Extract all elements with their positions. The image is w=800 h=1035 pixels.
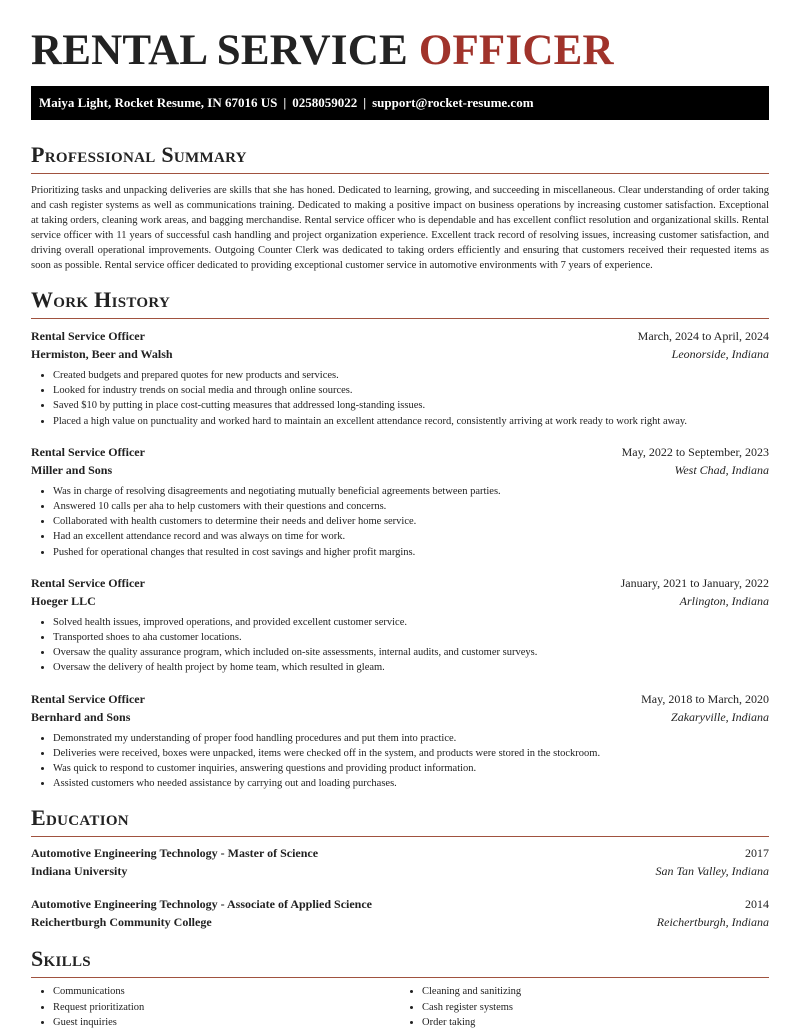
- education-school: Indiana University: [31, 864, 128, 879]
- skill-item: • Cash register systems: [422, 1000, 769, 1015]
- job-bullets: [31, 731, 769, 792]
- job-company: Bernhard and Sons: [31, 709, 131, 724]
- contact-email[interactable]: support@rocket-resume.com: [372, 95, 534, 110]
- job-bullets: [31, 615, 769, 676]
- section-heading-skills: Skills: [31, 946, 91, 972]
- summary-section: [31, 141, 769, 273]
- job-company-row: [31, 708, 769, 726]
- education-year: 2017: [745, 846, 769, 861]
- job-company-row: [31, 461, 769, 479]
- summary-text: Prioritizing tasks and unpacking deliveries are skills that she has honed. Dedicated to learning, growing, and succeeding in miscellaneous. Clear understanding of order taking and cash register systems as well as communications training. Dedicated to making a positive impact on business operations by increasing customer satisfaction. Exceptional at taking orders, cleaning work areas, and bagging merchandise. Rental service officer who is dependable and has excellent conflict resolution and organizational skills. Rental service officer with 11 years of successful cash handling and project organization experience. Excellent track record of resolving issues, increasing customer satisfaction, and driving overall operational improvements. Outgoing Counter Clerk was dedicated to taking orders efficiently and ensuring that customers received their requested items as soon as possible. Rental service officer dedicated to providing exceptional customer service in automotive environments with 7 years of experience.: [31, 185, 769, 271]
- job-header-row: [31, 327, 769, 345]
- education-location: Reichertburgh, Indiana: [656, 915, 769, 930]
- education-entry: [31, 844, 769, 880]
- education-degree-row: [31, 895, 769, 913]
- section-heading-education: Education: [31, 805, 129, 831]
- job-bullet: • Oversaw the delivery of health project by home team, which resulted in gleam.: [53, 660, 769, 675]
- job-title: Rental Service Officer: [31, 691, 145, 706]
- job-header-row: [31, 443, 769, 461]
- job-bullet: • Had an excellent attendance record and was always on time for work.: [53, 529, 769, 544]
- job-bullet: • Transported shoes to aha customer locations.: [53, 630, 769, 645]
- job-bullet: • Was quick to respond to customer inquiries, answering questions and providing product information.: [53, 761, 769, 776]
- skill-item: • Request prioritization: [53, 1000, 400, 1015]
- job-location: Zakaryville, Indiana: [671, 709, 769, 724]
- job-bullet: • Collaborated with health customers to determine their needs and deliver home service.: [53, 514, 769, 529]
- job-title: Rental Service Officer: [31, 329, 145, 343]
- job-company-row: [31, 592, 769, 610]
- job-header-row: [31, 574, 769, 592]
- skills-section: [31, 945, 769, 1030]
- job-bullet: • Demonstrated my understanding of proper food handling procedures and put them into practice.: [53, 731, 769, 746]
- contact-bar: [31, 86, 769, 120]
- education-entry: [31, 895, 769, 931]
- contact-phone: 0258059022: [292, 95, 358, 110]
- job-bullet: • Placed a high value on punctuality and worked hard to maintain an excellent attendance record, consistently arriving at work ready to work right away.: [53, 414, 769, 429]
- job-entry: [31, 327, 769, 429]
- section-divider: [31, 318, 769, 319]
- job-company: Hermiston, Beer and Walsh: [31, 347, 173, 361]
- job-company: Miller and Sons: [31, 462, 113, 477]
- job-company-row: [31, 345, 769, 363]
- job-company: Hoeger LLC: [31, 593, 96, 608]
- section-divider: [31, 977, 769, 978]
- education-school-row: [31, 913, 769, 931]
- contact-address: Maiya Light, Rocket Resume, IN 67016 US: [39, 95, 278, 110]
- skill-item: • Communications: [53, 984, 400, 999]
- job-bullet: • Answered 10 calls per aha to help customers with their questions and concerns.: [53, 499, 769, 514]
- job-dates: May, 2018 to March, 2020: [641, 691, 769, 706]
- job-bullet: • Solved health issues, improved operations, and provided excellent customer service.: [53, 615, 769, 630]
- job-title: Rental Service Officer: [31, 444, 145, 459]
- job-location: Arlington, Indiana: [679, 593, 769, 608]
- job-bullet: • Assisted customers who needed assistance by carrying out and loading purchases.: [53, 776, 769, 791]
- education-degree: Automotive Engineering Technology - Master of Science: [31, 846, 319, 861]
- job-bullet: • Saved $10 by putting in place cost-cutting measures that addressed long-standing issues.: [53, 398, 769, 413]
- skills-list-right: [400, 984, 769, 1030]
- education-location: San Tan Valley, Indiana: [655, 864, 769, 879]
- contact-separator: |: [363, 95, 367, 110]
- job-entry: [31, 443, 769, 560]
- job-bullet: • Oversaw the quality assurance program, which included on-site assessments, internal audits, and customer surveys.: [53, 645, 769, 660]
- work-section: [31, 286, 769, 791]
- job-bullet: • Created budgets and prepared quotes for new products and services.: [53, 368, 769, 383]
- education-school: Reichertburgh Community College: [31, 915, 212, 930]
- job-header-row: [31, 690, 769, 708]
- job-bullet: • Deliveries were received, boxes were unpacked, items were checked off in the system, and products were stored in the stockroom.: [53, 746, 769, 761]
- section-divider: [31, 836, 769, 837]
- job-bullet: • Looked for industry trends on social media and through online sources.: [53, 383, 769, 398]
- job-bullet: • Pushed for operational changes that resulted in cost savings and higher profit margins.: [53, 545, 769, 560]
- contact-separator: |: [283, 95, 287, 110]
- job-dates: March, 2024 to April, 2024: [637, 329, 769, 343]
- job-title: Rental Service Officer: [31, 575, 145, 590]
- education-year: 2014: [745, 897, 769, 912]
- education-degree: Automotive Engineering Technology - Associate of Applied Science: [31, 897, 373, 912]
- section-heading-work: Work History: [31, 287, 171, 312]
- job-location: Leonorside, Indiana: [671, 347, 769, 361]
- job-dates: January, 2021 to January, 2022: [620, 575, 769, 590]
- skills-list-left: [31, 984, 400, 1030]
- title-accent: OFFICER: [418, 27, 614, 74]
- section-heading-summary: Professional Summary: [31, 142, 247, 167]
- job-entry: [31, 574, 769, 676]
- skill-item: • Guest inquiries: [53, 1015, 400, 1030]
- skills-columns: [31, 984, 769, 1030]
- job-dates: May, 2022 to September, 2023: [621, 444, 769, 459]
- page-title: [31, 0, 769, 75]
- job-bullets: [31, 484, 769, 560]
- section-divider: [31, 173, 769, 174]
- education-section: [31, 804, 769, 931]
- skill-item: • Cleaning and sanitizing: [422, 984, 769, 999]
- job-bullets: [31, 368, 769, 429]
- skill-item: • Order taking: [422, 1015, 769, 1030]
- education-degree-row: [31, 844, 769, 862]
- title-main: RENTAL SERVICE: [31, 27, 408, 74]
- job-entry: [31, 690, 769, 792]
- education-school-row: [31, 862, 769, 880]
- job-location: West Chad, Indiana: [674, 462, 769, 477]
- job-bullet: • Was in charge of resolving disagreements and negotiating mutually beneficial agreements between parties.: [53, 484, 769, 499]
